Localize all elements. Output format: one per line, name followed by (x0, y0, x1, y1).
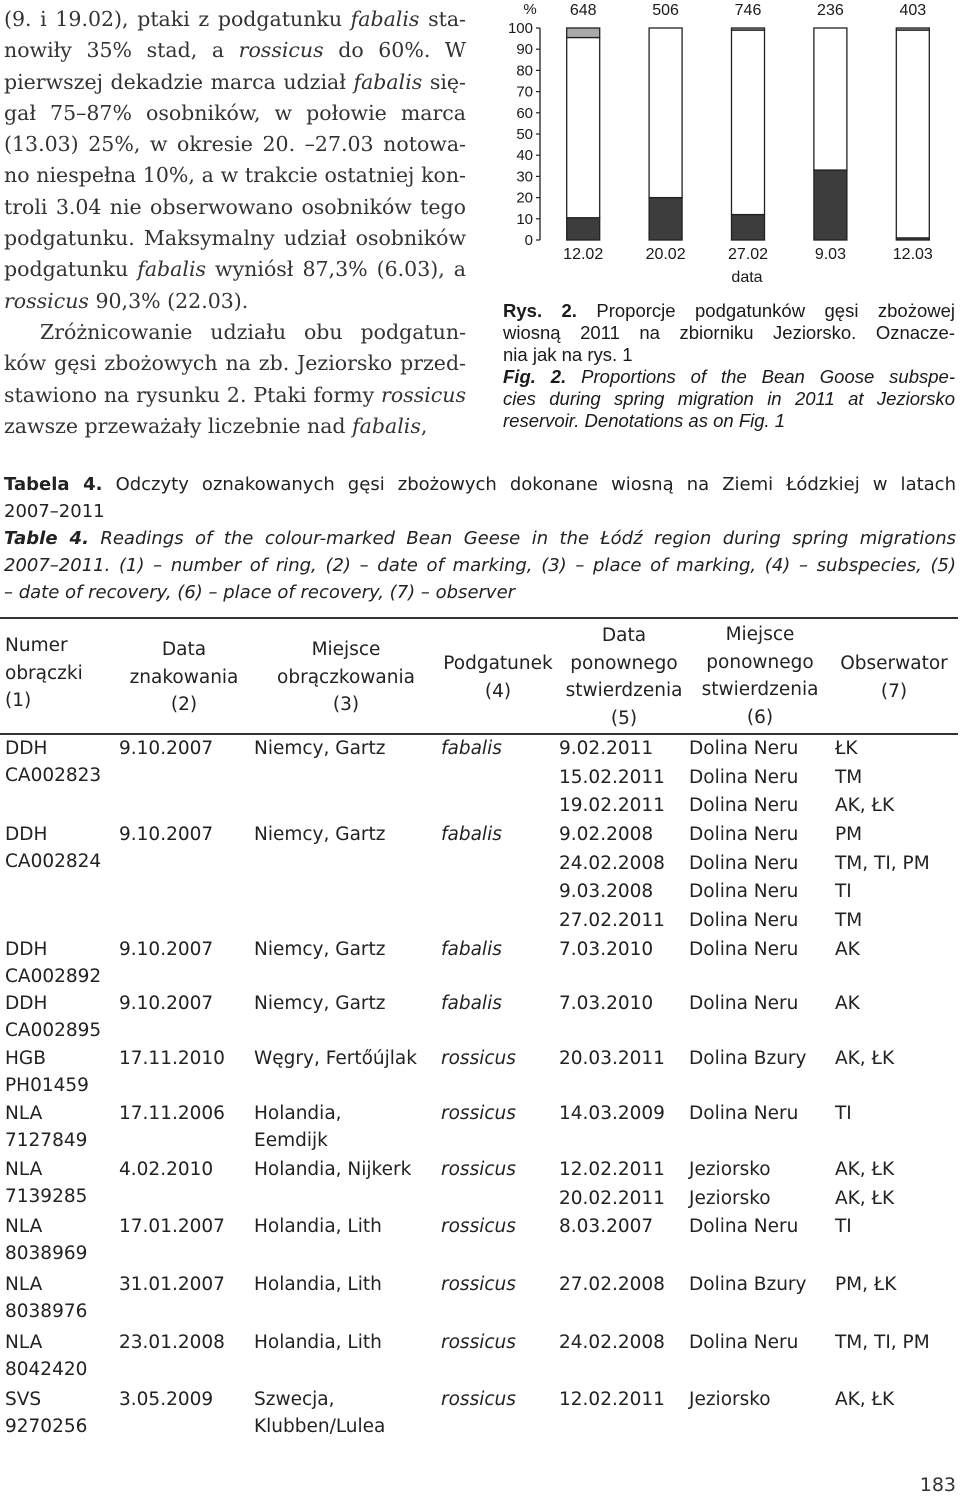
recovery-place: Dolina Neru (689, 795, 799, 817)
body-text: fabalis (137, 257, 207, 282)
caption-line (503, 344, 955, 366)
body-line (4, 411, 466, 442)
marking-date: 9.10.2007 (119, 738, 214, 759)
table-header (0, 622, 960, 734)
y-tick-label: 0 (524, 232, 533, 249)
y-tick-label: 70 (516, 83, 533, 101)
ring-number-line: HGB (5, 1048, 46, 1069)
bar-segment (567, 218, 600, 240)
observer: AK, ŁK (835, 1187, 895, 1209)
recovery-date: 8.03.2007 (559, 1216, 654, 1237)
column-header-line: ponownego (570, 652, 678, 674)
recovery-place: Dolina Neru (689, 1332, 799, 1353)
column-header-line: Obserwator (840, 653, 948, 674)
y-tick-label: 80 (516, 62, 533, 80)
recovery-date: 9.02.2011 (559, 738, 654, 759)
caption-line (503, 410, 955, 432)
body-line (4, 380, 466, 411)
ring-number-line: 7127849 (5, 1129, 88, 1151)
recovery-place: Dolina Neru (689, 1103, 799, 1124)
marking-date: 17.11.2010 (119, 1048, 225, 1069)
marking-place-line: Szwecja, (254, 1389, 335, 1410)
caption-text: reservoir. Denotations as on Fig. 1 (503, 410, 786, 431)
recovery-record (0, 735, 960, 764)
marking-place-line: Niemcy, Gartz (254, 993, 386, 1014)
table-caption-line (4, 525, 956, 552)
observer: PM, ŁK (835, 1274, 897, 1295)
body-text: troli 3.04 nie obserwowano osobników tego (4, 194, 466, 219)
body-text: 90,3% (22.03). (88, 288, 249, 313)
caption-line (503, 388, 955, 410)
body-text: podgatunku (4, 257, 138, 282)
x-axis-label: data (731, 269, 763, 286)
column-header (262, 636, 430, 719)
body-line (4, 129, 466, 160)
ring-number-line: DDH (5, 993, 48, 1014)
marking-place-line: Holandia, Lith (254, 1216, 382, 1237)
ring-number-line: CA002823 (5, 764, 102, 786)
column-header-line: obrączki (5, 662, 83, 684)
caption-text: wiosną 2011 na zbiorniku Jeziorsko. Oznacze- (503, 322, 955, 343)
column-header-line: obrączkowania (277, 666, 415, 688)
recovery-date: 9.02.2008 (559, 824, 654, 845)
recovery-place: Dolina Bzury (689, 1274, 807, 1295)
y-tick-label: 20 (516, 189, 533, 207)
marking-date: 17.11.2006 (119, 1103, 225, 1124)
column-header-line: (5) (610, 707, 638, 729)
column-header-line: (3) (332, 694, 360, 715)
recovery-place: Dolina Neru (689, 852, 799, 874)
column-header-line: Data (161, 639, 207, 660)
body-text: fabalis (350, 7, 420, 31)
table-caption-line (4, 579, 956, 606)
marking-date: 9.10.2007 (119, 939, 214, 960)
recovery-date: 12.02.2011 (559, 1389, 665, 1410)
bar-count-label: 506 (652, 2, 679, 19)
marking-place-line: Niemcy, Gartz (254, 738, 386, 759)
recovery-date: 7.03.2010 (559, 939, 654, 960)
observer: TI (835, 881, 852, 903)
body-text: gał 75–87% osobników, w połowie marca (4, 100, 466, 125)
figure-caption (503, 300, 955, 432)
column-header (5, 632, 115, 715)
column-header-line: (1) (5, 690, 32, 711)
marking-date: 9.10.2007 (119, 993, 214, 1014)
recovery-date: 24.02.2008 (559, 852, 665, 874)
table-caption-line (4, 471, 956, 498)
body-text: Zróżnicowanie udziału obu podgatun- (40, 319, 466, 344)
body-text: zawsze przeważały liczebnie nad (4, 413, 353, 438)
observer: PM (835, 824, 863, 845)
recovery-record (0, 821, 960, 850)
observer: ŁK (835, 738, 858, 759)
column-header-line: Miejsce (725, 624, 795, 645)
observer: AK (835, 939, 860, 960)
column-header (690, 621, 830, 731)
ring-number-line: NLA (5, 1216, 43, 1237)
body-line (4, 254, 466, 285)
column-header-line: Podgatunek (443, 653, 553, 674)
body-line (4, 223, 466, 254)
body-text: się- (422, 69, 466, 94)
y-tick-label: 40 (516, 147, 533, 165)
body-text: rossicus (381, 382, 466, 407)
body-text: podgatunku. Maksymalny udział osobników (4, 226, 466, 251)
recovery-place: Dolina Neru (689, 993, 799, 1014)
y-tick-label: 10 (516, 210, 533, 228)
table-caption (4, 471, 956, 606)
body-text: (9. i 19.02), ptaki z podgatunku (4, 7, 351, 31)
recovery-place: Dolina Neru (689, 766, 799, 788)
marking-date: 31.01.2007 (119, 1274, 225, 1295)
recovery-record (0, 1213, 960, 1242)
marking-place-line: Węgry, Fertőújlak (254, 1048, 417, 1069)
table-caption-text: 2007–2011 (4, 501, 105, 522)
ring-number-line: SVS (5, 1389, 42, 1410)
recovery-record (0, 878, 960, 907)
marking-place-line: Holandia, (254, 1103, 342, 1124)
recovery-record (0, 936, 960, 965)
column-header-line: Data (601, 625, 647, 646)
table-caption-text: – date of recovery, (6) – place of recovery, (7) – observer (4, 582, 516, 603)
bar-segment (732, 28, 765, 30)
chart-svg (500, 0, 960, 300)
observer: AK, ŁK (835, 795, 895, 817)
bar-count-label: 403 (899, 2, 927, 19)
observer: TM (835, 766, 863, 788)
column-header (830, 650, 958, 705)
x-tick-label: 20.02 (645, 246, 686, 263)
body-line (4, 192, 466, 223)
table-caption-text: Odczyty oznakowanych gęsi zbożowych dokonane wiosną na Ziemi Łódzkiej w latach (102, 474, 956, 495)
bar-segment (567, 28, 600, 38)
body-line (4, 98, 466, 129)
recovery-record (0, 1045, 960, 1074)
y-tick-label: 50 (516, 126, 533, 143)
column-header-line: stwierdzenia (701, 679, 819, 700)
subspecies: fabalis (441, 939, 502, 960)
recovery-date: 27.02.2011 (559, 910, 665, 932)
body-line (4, 4, 466, 35)
body-text (4, 4, 466, 442)
table-caption-text: Table 4. (4, 528, 89, 549)
subspecies: rossicus (441, 1048, 516, 1069)
caption-line (503, 300, 955, 322)
bar-segment (649, 198, 682, 240)
observer: AK, ŁK (835, 1389, 895, 1410)
marking-date: 9.10.2007 (119, 824, 214, 845)
caption-text: Proportions of the Bean Goose subspe- (566, 366, 956, 387)
recovery-record (0, 907, 960, 936)
body-text: rossicus (238, 38, 324, 63)
caption-text: Proporcje podgatunków gęsi zbożowej (576, 300, 955, 321)
recovery-date: 20.03.2011 (559, 1048, 665, 1069)
subspecies: rossicus (441, 1332, 516, 1353)
x-tick-label: 12.02 (563, 246, 604, 263)
table-caption-line (4, 498, 956, 525)
observer: TM, TI, PM (835, 1332, 930, 1353)
recovery-record (0, 764, 960, 793)
ring-number-line: PH01459 (5, 1074, 89, 1096)
body-text: , (420, 413, 428, 438)
bar-count-label: 648 (569, 2, 597, 19)
recovery-place: Dolina Neru (689, 881, 799, 903)
recovery-place: Dolina Bzury (689, 1048, 807, 1069)
recovery-record (0, 1156, 960, 1185)
marking-place-line: Holandia, Nijkerk (254, 1159, 412, 1180)
caption-text: Fig. 2. (503, 366, 567, 387)
bar-segment (814, 28, 847, 170)
observer: AK (835, 993, 860, 1014)
ring-number-line: DDH (5, 939, 48, 960)
table-caption-line (4, 552, 956, 579)
observer: TM (835, 910, 863, 932)
recovery-date: 27.02.2008 (559, 1274, 665, 1295)
body-line (4, 160, 466, 191)
recovery-record (0, 1185, 960, 1214)
column-header (438, 650, 558, 705)
body-text: rossicus (4, 288, 89, 313)
ring-number-line: NLA (5, 1332, 43, 1353)
caption-line (503, 366, 955, 388)
table-caption-text: Tabela 4. (4, 474, 103, 495)
ring-number-line: CA002895 (5, 1019, 102, 1041)
column-header (118, 636, 250, 719)
body-text: wyniósł 87,3% (6.03), a (206, 257, 467, 282)
bar-segment (732, 30, 765, 214)
caption-text: cies during spring migration in 2011 at Jeziorsko (503, 388, 955, 409)
ring-number-line: 9270256 (5, 1415, 88, 1437)
subspecies: rossicus (441, 1274, 516, 1295)
bar-segment (567, 38, 600, 218)
ring-number-line: NLA (5, 1159, 43, 1180)
subspecies: rossicus (441, 1159, 516, 1180)
column-header-line: (2) (170, 694, 198, 715)
x-tick-label: 27.02 (727, 246, 769, 263)
recovery-record (0, 1271, 960, 1300)
table-top-rule (0, 617, 958, 619)
recovery-record (0, 792, 960, 821)
ring-number-line: CA002824 (5, 850, 102, 872)
caption-text: nia jak na rys. 1 (503, 344, 633, 365)
x-tick-label: 12.03 (892, 246, 933, 263)
recovery-date: 9.03.2008 (559, 881, 654, 903)
body-text: ków gęsi zbożowych na zb. Jeziorsko przed- (4, 351, 466, 376)
bar-count-label: 746 (734, 2, 762, 19)
subspecies: rossicus (441, 1103, 516, 1124)
column-header-line: (4) (484, 680, 512, 702)
recovery-record (0, 990, 960, 1019)
y-tick-label: 60 (516, 104, 533, 122)
page-number: 183 (919, 1474, 956, 1496)
subspecies: rossicus (441, 1389, 516, 1410)
column-header (554, 622, 694, 732)
ring-number-line: NLA (5, 1274, 43, 1295)
subspecies: fabalis (441, 824, 502, 845)
body-text: pierwszej dekadzie marca udział (4, 69, 354, 94)
body-text: nowiły 35% stad, a (4, 38, 239, 63)
caption-line (503, 322, 955, 344)
marking-date: 17.01.2007 (119, 1216, 225, 1237)
recovery-place: Jeziorsko (689, 1389, 771, 1410)
column-header-line: stwierdzenia (565, 680, 683, 701)
bar-segment (649, 28, 682, 198)
recovery-place: Dolina Neru (689, 939, 799, 960)
table-caption-text: Readings of the colour-marked Bean Geese in the Łódź region during spring migrations (88, 528, 956, 549)
body-text: do 60%. W (323, 38, 466, 63)
marking-place-line: Holandia, Lith (254, 1332, 382, 1353)
marking-date: 3.05.2009 (119, 1389, 214, 1410)
body-line (4, 317, 466, 348)
recovery-place: Jeziorsko (689, 1159, 771, 1180)
marking-date: 4.02.2010 (119, 1159, 214, 1180)
body-text: (13.03) 25%, w okresie 20. –27.03 notowa- (4, 132, 466, 157)
recovery-record (0, 1386, 960, 1415)
body-line (4, 286, 466, 317)
bar-segment (896, 28, 929, 30)
marking-place-line: Niemcy, Gartz (254, 824, 386, 845)
bar-segment (896, 30, 929, 238)
table-caption-text: 2007–2011. (1) – number of ring, (2) – date of marking, (3) – place of marking, (4) – subspecies, (5) (4, 555, 956, 576)
ring-number-line: DDH (5, 738, 48, 759)
recovery-date: 24.02.2008 (559, 1332, 665, 1353)
body-text: sta- (419, 7, 466, 31)
body-text: fabalis (353, 69, 423, 94)
recovery-date: 7.03.2010 (559, 993, 654, 1014)
recovery-record (0, 850, 960, 879)
subspecies-proportion-chart (500, 0, 960, 300)
body-text: no niespełna 10%, a w trakcie ostatniej kon- (4, 163, 466, 188)
observer: TI (835, 1103, 852, 1124)
ring-number-line: 8042420 (5, 1358, 88, 1380)
observer: TI (835, 1216, 852, 1237)
y-tick-label: 30 (516, 168, 533, 186)
body-text: stawiono na rysunku 2. Ptaki formy (4, 382, 382, 407)
recovery-date: 19.02.2011 (559, 795, 665, 817)
ring-number-line: CA002892 (5, 965, 102, 987)
recovery-place: Dolina Neru (689, 910, 799, 932)
recovery-place: Dolina Neru (689, 738, 799, 759)
marking-place-line: Klubben/Lulea (254, 1415, 386, 1437)
body-line (4, 348, 466, 379)
ring-number-line: 7139285 (5, 1185, 88, 1207)
column-header-line: (7) (880, 680, 908, 702)
ring-number-line: 8038976 (5, 1300, 88, 1322)
ring-number-line: DDH (5, 824, 48, 845)
body-line (4, 35, 466, 66)
column-header-line: znakowania (129, 666, 239, 688)
recovery-place: Dolina Neru (689, 824, 799, 845)
recovery-date: 12.02.2011 (559, 1159, 665, 1180)
x-tick-label: 9.03 (814, 246, 846, 263)
caption-text: Rys. 2. (503, 300, 577, 321)
column-header-line: ponownego (706, 651, 814, 673)
y-tick-label: 100 (507, 20, 533, 37)
subspecies: rossicus (441, 1216, 516, 1237)
observer: TM, TI, PM (835, 852, 930, 874)
column-header-line: Miejsce (311, 639, 381, 660)
bar-count-label: 236 (817, 2, 844, 19)
recovery-record (0, 1100, 960, 1129)
recovery-record (0, 1329, 960, 1358)
recovery-date: 20.02.2011 (559, 1187, 665, 1209)
ring-number-line: NLA (5, 1103, 43, 1124)
bar-segment (814, 170, 847, 240)
recovery-place: Dolina Neru (689, 1216, 799, 1237)
observer: AK, ŁK (835, 1159, 895, 1180)
body-line (4, 67, 466, 98)
recovery-date: 14.03.2009 (559, 1103, 665, 1124)
column-header-line: (6) (746, 706, 774, 728)
column-header-line: Numer (5, 635, 68, 656)
observer: AK, ŁK (835, 1048, 895, 1069)
marking-place-line: Eemdijk (254, 1129, 328, 1151)
subspecies: fabalis (441, 993, 502, 1014)
body-text: fabalis (352, 413, 421, 438)
marking-place-line: Niemcy, Gartz (254, 939, 386, 960)
y-axis-label: % (523, 1, 537, 18)
marking-date: 23.01.2008 (119, 1332, 225, 1353)
recovery-place: Jeziorsko (689, 1187, 771, 1209)
bar-segment (732, 215, 765, 240)
ring-number-line: 8038969 (5, 1242, 88, 1264)
marking-place-line: Holandia, Lith (254, 1274, 382, 1295)
subspecies: fabalis (441, 738, 502, 759)
recovery-date: 15.02.2011 (559, 766, 665, 788)
y-tick-label: 90 (516, 41, 533, 59)
